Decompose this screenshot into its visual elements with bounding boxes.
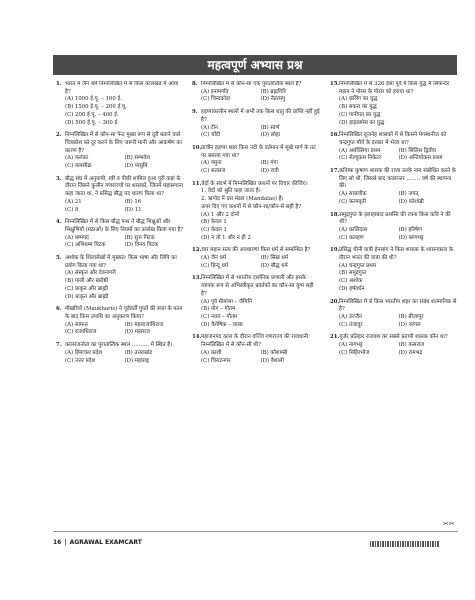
option-item: (B) उत्तराखंड [124, 349, 152, 356]
question-item [330, 81, 458, 127]
option-item: (A) जैन धर्म [201, 255, 227, 262]
question-number: 17. [330, 168, 340, 175]
option-item: (A) इनामगाँव [201, 88, 229, 95]
option-list [330, 191, 458, 206]
question-text-row [56, 132, 184, 155]
question-number: 11. [192, 180, 202, 187]
question-text: गुर्जर प्रतिहार राजवंश का सबसे प्रतापी शासक कौन था? [339, 334, 448, 341]
option-item: (B) सकरा का युद्ध [339, 104, 377, 111]
option-item: (C) मिहिरभोज [339, 349, 370, 356]
question-number: 5. [56, 255, 62, 262]
question-text-row [56, 255, 184, 270]
option-list [56, 235, 184, 250]
option-item: (B) सुत्त पिटक [124, 234, 155, 241]
question-text-row [192, 109, 320, 124]
question-text: मौखरियों (Maukharis) ने पूर्ववर्ती गुप्तों की सत्ता के पतन के बाद किस उपाधि का अनुकरण किया? [65, 306, 183, 320]
option-item: (C) प्राकृत और ब्राह्मी [65, 285, 109, 292]
question-item [330, 299, 458, 330]
question-item [56, 255, 184, 301]
question-item [330, 334, 458, 357]
option-item: (C) कमसीक्र [65, 163, 92, 170]
option-item: (A) सामन्त [65, 321, 88, 328]
option-item: (C) उत्तर प्रदेश [65, 357, 96, 364]
option-item: (C) कल्पवृती [339, 198, 367, 205]
page-title: महत्वपूर्ण अभ्यास प्रश्न [53, 55, 457, 75]
column-2 [192, 81, 320, 525]
option-item: (A) साकवीक [339, 191, 367, 198]
question-text-row [192, 247, 320, 255]
option-item: (D) बाणभट्ट [398, 234, 424, 241]
option-item: (D) हाइडस्पेस का युद्ध [339, 119, 385, 126]
option-list [192, 255, 320, 270]
question-text: प्रसिद्ध चीनी यात्री हेनसांग ने किस शासक के शासनकाल के दौरान भारत की यात्रा की थी? [339, 247, 454, 262]
question-text: वेदों के संदर्भ में निम्नलिखित कथनों पर विचार कीजिए। [201, 180, 308, 187]
option-item: (B) पाली और खरोष्ठी [65, 278, 109, 285]
question-item [56, 342, 184, 365]
question-text-row [56, 81, 184, 96]
question-text-row [192, 81, 320, 89]
question-text-row [56, 342, 184, 350]
question-text-row [56, 176, 184, 199]
question-number: 7. [56, 342, 62, 349]
question-number: 20. [330, 298, 340, 305]
question-text: निम्नलिखित में से भारतीय दार्शनिक प्रणाली और इसके व्यापक रूप से अभिस्वीकृत प्रवर्तकों का कौन-सा युग्म सही है? [201, 275, 314, 297]
option-item: (A) अर्थक्लिया प्रथम [339, 147, 381, 154]
question-text: भारत में जैन धर्म निम्नलिखित में से किस कालखंड में आया है? [65, 81, 179, 95]
option-item: (B) जगत् [398, 191, 419, 198]
option-item: (D) पासुमि [124, 163, 148, 170]
option-item: (C) 8 [65, 206, 79, 213]
question-text: हड़प्पाकालीन स्थलों में अभी तक किस धातु की प्राप्ति नहीं हुई है? [201, 109, 320, 123]
option-item: (B) सम्भवेश [124, 155, 151, 162]
footer [53, 537, 142, 547]
question-number: 9. [192, 109, 198, 116]
question-text-row [330, 81, 458, 96]
question-text: कालरंजनोता का पुरातात्विक स्थल .......... में स्थित है। [65, 342, 173, 349]
option-item: (C) तंजावुर [339, 321, 363, 328]
option-item: (A) चन्द्रगुप्त प्रथम [339, 262, 376, 269]
question-number: 15. [330, 81, 340, 87]
question-text-row [192, 334, 320, 349]
option-item: (B) 1500 ई.पू. – 200 ई.पू. [65, 104, 127, 111]
question-item [192, 109, 320, 140]
option-item: (D) महाराष्ट्र [124, 357, 149, 364]
option-item: (C) अशोक [339, 278, 363, 285]
question-text: निम्नलिखित में से किस भारतीय शहर का संबंध शतमानिक से है? [339, 298, 457, 313]
footer-separator: | [64, 538, 67, 546]
question-number: 19. [330, 247, 340, 254]
option-list [192, 299, 320, 330]
question-item [330, 212, 458, 243]
question-item [192, 275, 320, 329]
option-item: (D) वैशाली [260, 357, 284, 364]
question-number: 21. [330, 334, 340, 341]
question-item [330, 168, 458, 207]
option-item: 1. वेदों को श्रुति कहा जाता है। [201, 188, 261, 195]
option-list [330, 96, 458, 127]
question-text-row [56, 306, 184, 321]
option-list [192, 160, 320, 175]
option-item: (C) चिन्दकोडा [201, 96, 231, 103]
option-item: (D) वैशेषिक – व्यास [201, 321, 243, 328]
question-item [192, 181, 320, 243]
question-number: 18. [330, 211, 340, 218]
option-item: (C) पानीपत का युद्ध [339, 111, 381, 118]
option-item: (C) सतलज [201, 168, 226, 175]
option-item: 2. ऋग्वेद में दस मंडल (Mandalas) हैं। [201, 196, 284, 203]
question-text-row [192, 145, 320, 160]
question-text-row [330, 334, 458, 342]
question-text: प्राचीन हड़प्पा शहर किस नदी के वर्तमान में सूखे मार्ग के तट पर बसाया गया था? [201, 144, 316, 159]
option-item: (A) उज्जैन [339, 313, 362, 320]
option-item: (C) चिराटनगर [201, 357, 231, 364]
option-item: (B) केवल 1 [201, 219, 227, 226]
question-text: महाजनपद काल के दौरान वज्जि गणराज्य की राजधानी निम्नलिखित में से कौन-सी थी? [201, 334, 309, 349]
option-item: (B) ब्रह्मगिरि [260, 88, 286, 95]
question-number: 8. [192, 81, 198, 87]
option-list [56, 350, 184, 365]
question-text: चार महान सत्य की अवधारणा किस धर्म से सम्बन्धित है? [201, 247, 311, 254]
option-item: (C) हिन्दू धर्म [201, 262, 229, 269]
option-item: (A) यमुना [201, 160, 222, 167]
question-number: 10. [192, 144, 202, 151]
question-item [192, 81, 320, 104]
option-item: ऊपर दिए गए कथनों में से कौन-सा/कौन-से सही है? [201, 203, 302, 210]
option-list [56, 199, 184, 214]
option-item: (C) राजाधिराज [65, 329, 97, 336]
question-number: 13. [192, 275, 202, 282]
option-item: (A) नागभट्ट [339, 342, 363, 349]
option-item: (A) हिमाचल प्रदेश [65, 349, 103, 356]
option-item: (B) बीजापुर [398, 313, 424, 320]
option-item: (D) 11 [124, 206, 142, 213]
option-item: (B) योग – गौतम [201, 306, 236, 313]
question-item [56, 132, 184, 171]
option-item: (D) वरंगल [398, 321, 421, 328]
question-item [56, 219, 184, 250]
question-number: 2. [56, 132, 62, 139]
question-text-row [330, 132, 458, 147]
option-list [192, 350, 320, 365]
option-item: (B) कौशाम्बी [260, 349, 288, 356]
question-text: निम्नलिखित में से 326 ईसा पूर्व में किस युद्ध में सिकन्दर महान ने पोरस के पोरस को हराया था? [339, 81, 450, 95]
option-item: (A) टीन [201, 124, 218, 131]
option-item: (A) 1000 ई.पू. – 100 ई. [65, 96, 122, 103]
question-text-row [330, 247, 458, 262]
option-list [192, 89, 320, 104]
question-number: 16. [330, 132, 340, 139]
question-text-row [330, 212, 458, 227]
option-item: (D) 500 ई.पू. – 300 ई. [65, 119, 119, 126]
brand-name: AGRAWAL EXAMCART [69, 538, 142, 546]
option-list [330, 263, 458, 294]
option-item: (D) प्राकृत और ब्राह्मी [65, 293, 109, 300]
option-list [330, 148, 458, 163]
option-list [56, 322, 184, 337]
option-item: (A) कालिदास [339, 226, 368, 233]
option-item: (D) अन्टियोकस प्रथम [398, 155, 443, 162]
barcode-icon [370, 541, 440, 547]
question-text: समुद्रगुप्त के इलाहाबाद प्रशस्ति की रचना किस कवि ने की थी? [339, 211, 451, 226]
question-text-row [330, 168, 458, 191]
option-item: (C) सेल्यूकस निकेटर [339, 155, 382, 162]
option-list [192, 188, 320, 242]
question-text-row [56, 219, 184, 234]
question-text-row [330, 299, 458, 314]
option-item: (D) विनय पिटक [124, 242, 159, 249]
option-list [330, 227, 458, 242]
question-item [192, 145, 320, 176]
option-item: (B) समुद्रगुप्त [339, 270, 367, 277]
question-text: कनिष्क कुषाण शासक की राजा उनके नाम संबोधित करने के लिए सो थी, जिससे बाद कालान्तर ........ वर्ष की स्थापना की। [339, 168, 456, 190]
option-list [330, 314, 458, 329]
question-text: बौद्ध संघ में अनुयायी, स्त्री व पीछी शामिल हुआ पूरी कहां के दौरान जिसने कुलीन गणराज्यों पर शासकों, जिनमें महासगाना कहा जाता था, ने प्रसिद्ध बौद्ध पद धारण किया था? [65, 175, 183, 198]
option-item: (A) 1 और 2 दोनों [201, 211, 240, 218]
option-item: (B) वत्सराज [398, 342, 425, 349]
option-item: (D) नैडरमपु [260, 96, 286, 103]
question-text: अशोक के शिलालेखों में मुख्यत: किस भाषा और लिपि का प्रयोग किया गया था? [65, 255, 177, 269]
option-item: (C) कलहण [339, 234, 364, 241]
option-item: (A) काशी [201, 349, 222, 356]
column-3 [330, 81, 458, 525]
option-item: (A) कलिंग का युद्ध [339, 96, 378, 103]
question-item [330, 132, 458, 163]
question-text-row [192, 275, 320, 298]
option-item: (D) बौद्ध धर्म [260, 262, 288, 269]
option-item: (B) 16 [124, 198, 142, 205]
option-item: (C) केवल 1 [201, 226, 227, 233]
question-item [56, 176, 184, 215]
question-number: 14. [192, 334, 202, 341]
option-item: (D) हर्षवर्धन [339, 285, 365, 292]
page-number: 16 [53, 538, 62, 546]
option-item: (B) हरिषेण [398, 226, 422, 233]
question-text: निम्नलिखित दूनानेह शासकों में से किसने मेगस्थनीज को चन्द्रगुप्त मौर्य के दरबार में भेजा था? [339, 132, 447, 146]
question-item [56, 81, 184, 127]
option-item: (A) संस्कृत और देवनागरी [65, 270, 116, 277]
question-text: निम्नलिखित में से कौन-सा पेन्ट मुख्य रूप से दूरी बताने वाले चित्रकोश को दूर करने के लिए जरूरी मानी और आकर्षण का कारण है? [65, 132, 182, 154]
question-number: 4. [56, 219, 62, 226]
option-item: (B) स्वर्ण [260, 124, 280, 131]
option-item: (D) महाराज [124, 329, 150, 336]
footer-divider [53, 531, 458, 532]
question-number: 12. [192, 247, 202, 254]
option-item: (D) लोहा [260, 132, 281, 139]
option-list [192, 125, 320, 140]
option-item: (B) गंगा [260, 160, 278, 167]
option-item: (C) 200 ई.पू. – 400 ई. [65, 111, 119, 118]
option-item: (D) कोशांब्री [398, 198, 424, 205]
option-list [56, 155, 184, 170]
option-item: (D) रावी [260, 168, 279, 175]
question-number: 6. [56, 306, 62, 313]
option-item: (B) सिलिस द्वितीय [398, 147, 436, 154]
column-1 [56, 81, 184, 525]
question-item [330, 247, 458, 293]
option-list [56, 96, 184, 127]
option-item: (D) रामभद्र [398, 349, 423, 356]
option-list [330, 342, 458, 357]
question-columns [56, 81, 458, 525]
option-item: (B) सिख धर्म [260, 255, 289, 262]
question-item [192, 334, 320, 365]
option-item: (C) चाँदी [201, 132, 221, 139]
option-item: (C) अभिधम्म पिटक [65, 242, 106, 249]
option-item: (C) न्याय – गौतम [201, 313, 238, 320]
question-text: निम्नलिखित में से कौन-सा एक पुरातात्विक स्थल है? [201, 81, 302, 87]
scissor-icon: ✂✂ [443, 520, 455, 528]
option-item: (D) न तो 1 और न ही 2 [201, 234, 251, 241]
question-text: निम्नलिखित में से किस बौद्ध पन्थ ने बौद्ध भिक्षुओं और भिक्षुणियों (मठाओं) के लिए नियमों का उल्लेख किया गया है? [65, 219, 184, 233]
option-list [56, 270, 184, 301]
question-item [192, 247, 320, 270]
question-number: 1. [56, 81, 62, 87]
option-item: (A) धम्मपद [65, 234, 89, 241]
question-number: 3. [56, 175, 62, 182]
option-item: (A) पूर्व मीमांसा – जैमिनि [201, 298, 252, 305]
option-item: (B) महाराजाधिराज [124, 321, 164, 328]
option-item: (A) कलंका [65, 155, 89, 162]
question-item [56, 306, 184, 337]
option-item: (A) 21 [65, 198, 82, 205]
